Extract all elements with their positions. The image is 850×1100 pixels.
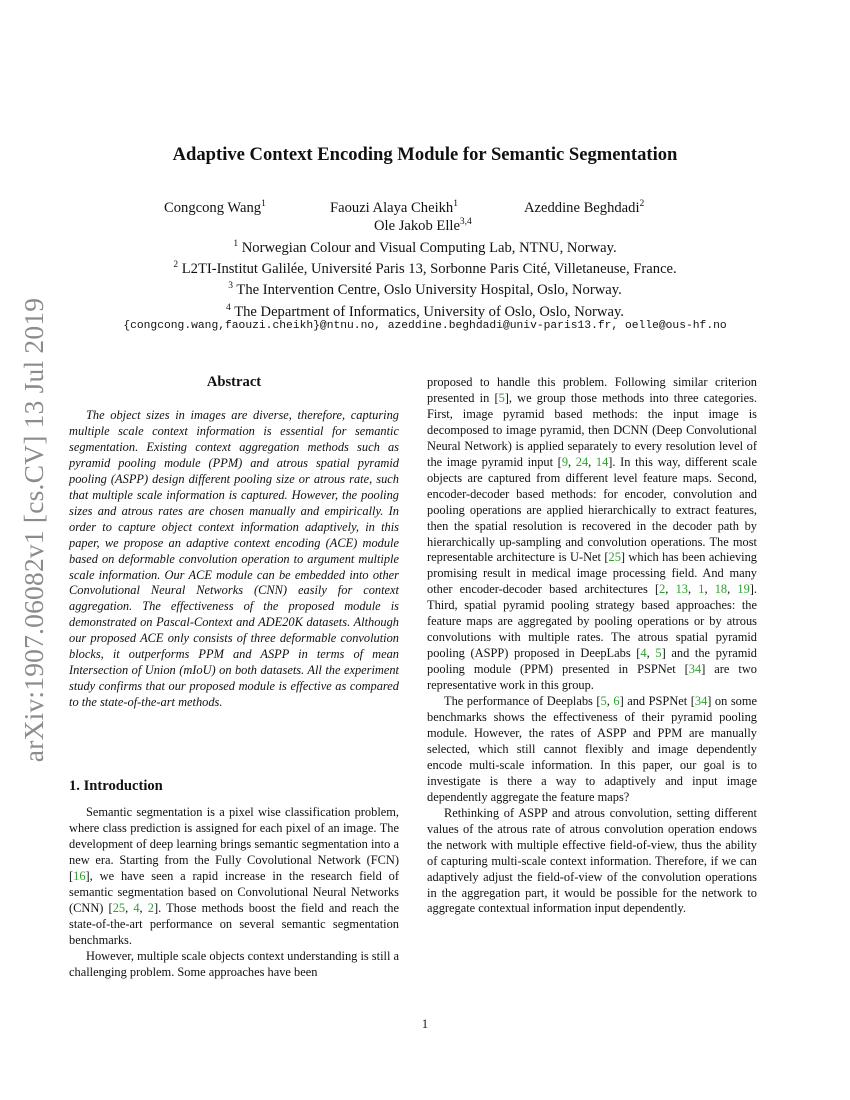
affiliation-list <box>0 238 850 323</box>
author-sup: 2 <box>639 199 645 209</box>
arxiv-stamp-text: arXiv:1907.06082v1 [cs.CV] 13 Jul 2019 <box>18 297 49 763</box>
paper-title: Adaptive Context Encoding Module for Semantic Segmentation <box>172 144 678 165</box>
intro-paragraph-2: However, multiple scale objects context understanding is still a challenging problem. Some approaches have been <box>69 948 399 979</box>
citation-link[interactable]: 2 <box>659 582 666 597</box>
citation-link[interactable]: 5 <box>600 694 607 709</box>
citation-link[interactable]: 5 <box>498 390 505 405</box>
citation-link[interactable]: 4 <box>133 900 140 915</box>
affiliation-2: $^2$ L2TI-Institut Galilée, Université Paris 13, Sorbonne Paris Cité, Villetaneuse, France. <box>173 260 677 278</box>
author-2 <box>330 200 458 217</box>
citation-link[interactable]: 19 <box>737 582 750 597</box>
citation-link[interactable]: 6 <box>613 694 620 709</box>
citation-link[interactable]: 16 <box>73 868 86 883</box>
author-name: Congcong Wang <box>164 200 262 216</box>
author-sup: 3,4 <box>459 217 472 227</box>
author-emails: {congcong.wang,faouzi.cheikh}@ntnu.no, azeddine.beghdadi@univ-paris13.fr, oelle@ous-hf.no <box>123 320 727 332</box>
citation-link[interactable]: 25 <box>112 900 126 915</box>
intro-paragraph-1: Semantic segmentation is a pixel wise classification problem, where class prediction is assigned for each pixel of an image. The development of deep learning brings semantic segmentation into a new era. Starting from the Fully Covolutional Network (FCN) [16], we have seen a rapid increase in the research field of semantic segmentation based on Convolutional Neural Networks (CNN) [25, 4, 2]. Those methods boost the field and reach the state-of-the-art performance on several semantic segmentation benchmarks. <box>69 805 400 947</box>
citation-link[interactable]: 4 <box>640 646 647 661</box>
author-sup: 1 <box>453 199 458 209</box>
citation-link[interactable]: 25 <box>608 550 621 565</box>
citation-link[interactable]: 5 <box>655 646 662 661</box>
citation-link[interactable]: 24 <box>575 454 589 469</box>
affiliation-4: $^4$ The Department of Informatics, University of Oslo, Oslo, Norway. <box>226 302 624 320</box>
citation-link[interactable]: 34 <box>694 694 708 709</box>
abstract-text: The object sizes in images are diverse, therefore, capturing multiple scale context information is essential for semantic segmentation. Existing context aggregation methods such as pyramid pooling module (PPM) and atrous spatial pyramid pooling (ASPP) design different pooling size or atrous rate, such that multiple scale information is captured. However, the pooling sizes and atrous rates are chosen manually and empirically. In order to capture object context information adaptively, in this paper, we propose an adaptive context encoding (ACE) module based on deformable convolution operation to argument multiple scale information. Our ACE module can be embedded into other Convolutional Neural Networks (CNN) easily for context aggregation. The effectiveness of the proposed module is demonstrated on Pascal-Context and ADE20K datasets. Although our proposed ACE only consists of three deformable convolution blocks, it outperforms PPM and ASPP in terms of mean Intersection of Union (mIoU) on both datasets. All the experiment study confirms that our proposed module is effective as compared to the state-of-the-art methods. <box>69 408 399 710</box>
citation-link[interactable]: 34 <box>688 662 702 677</box>
author-name: Ole Jakob Elle <box>374 218 460 234</box>
citation-link[interactable]: 2 <box>147 900 154 915</box>
intro-right-column <box>427 375 757 917</box>
page-number: 1 <box>421 1017 429 1031</box>
author-name: Faouzi Alaya Cheikh <box>330 200 454 216</box>
abstract-body <box>69 408 399 711</box>
intro-paragraph-4: The performance of Deeplabs [5, 6] and PSPNet [34] on some benchmarks shows the effectiveness of their pyramid pooling module. However, the rates of ASPP and PPM are manually selected, which still cannot flexibly and image dependently encode multi-scale information. In this paper, our goal is to investigate is there a way to adaptively and input image dependently aggregate the feature maps? <box>427 694 757 804</box>
affiliation-3: $^3$ The Intervention Centre, Oslo University Hospital, Oslo, Norway. <box>228 281 622 299</box>
affiliation-1: $^1$ Norwegian Colour and Visual Computing Lab, NTNU, Norway. <box>233 239 617 256</box>
author-name: Azeddine Beghdadi <box>524 200 640 216</box>
citation-link[interactable]: 18 <box>714 582 728 597</box>
abstract-heading: Abstract <box>206 374 262 390</box>
arxiv-stamp <box>14 297 54 763</box>
author-4 <box>374 218 472 235</box>
author-1 <box>164 200 266 217</box>
intro-left-column <box>69 805 399 980</box>
intro-paragraph-5: Rethinking of ASPP and atrous convolution, setting different values of the atrous rate of atrous convolution operation endows the network with multiple effective field-of-view, thus the ability of capturing multi-scale context information. Therefore, if we can adaptively adjust the field-of-view of the convolution operations in the aggregation part, it would be possible for the network to aggregate contextual information input dependently. <box>427 805 757 916</box>
citation-link[interactable]: 14 <box>595 454 609 469</box>
author-sup: 1 <box>261 199 266 209</box>
citation-link[interactable]: 1 <box>698 582 705 597</box>
citation-link[interactable]: 9 <box>561 454 569 469</box>
section-heading-introduction: 1. Introduction <box>69 778 163 794</box>
intro-paragraph-3: proposed to handle this problem. Following similar criterion presented in [5], we group those methods into three categories. First, image pyramid based methods: the input image is decomposed to image pyramid, then DCNN (Deep Convolutional Neural Network) is applied separately to every resolution level of the image pyramid input [9, 24, 14]. In this way, different scale objects are captured from different level feature maps. Second, encoder-decoder based methods: for encoder, convolution and pooling operations are applied hierarchically to extract features, then the spatial resolution is recovered in the decoder path by hierarchically up-sampling and convolution operations. The most representable architecture is U-Net [25] which has been achieving promising result in medical image processing field. And many other encoder-decoder based architectures [2, 13, 1, 18, 19]. Third, spatial pyramid pooling strategy based approaches: the feature maps are aggregated by pooling operations or by atrous convolutions with multiple rates. The atrous spatial pyramid pooling (ASPP) proposed in DeepLabs [4, 5] and the pyramid pooling module (PPM) presented in PSPNet [34] are two representative work in this group. <box>427 375 758 693</box>
author-3 <box>524 200 644 217</box>
citation-link[interactable]: 13 <box>675 582 688 597</box>
